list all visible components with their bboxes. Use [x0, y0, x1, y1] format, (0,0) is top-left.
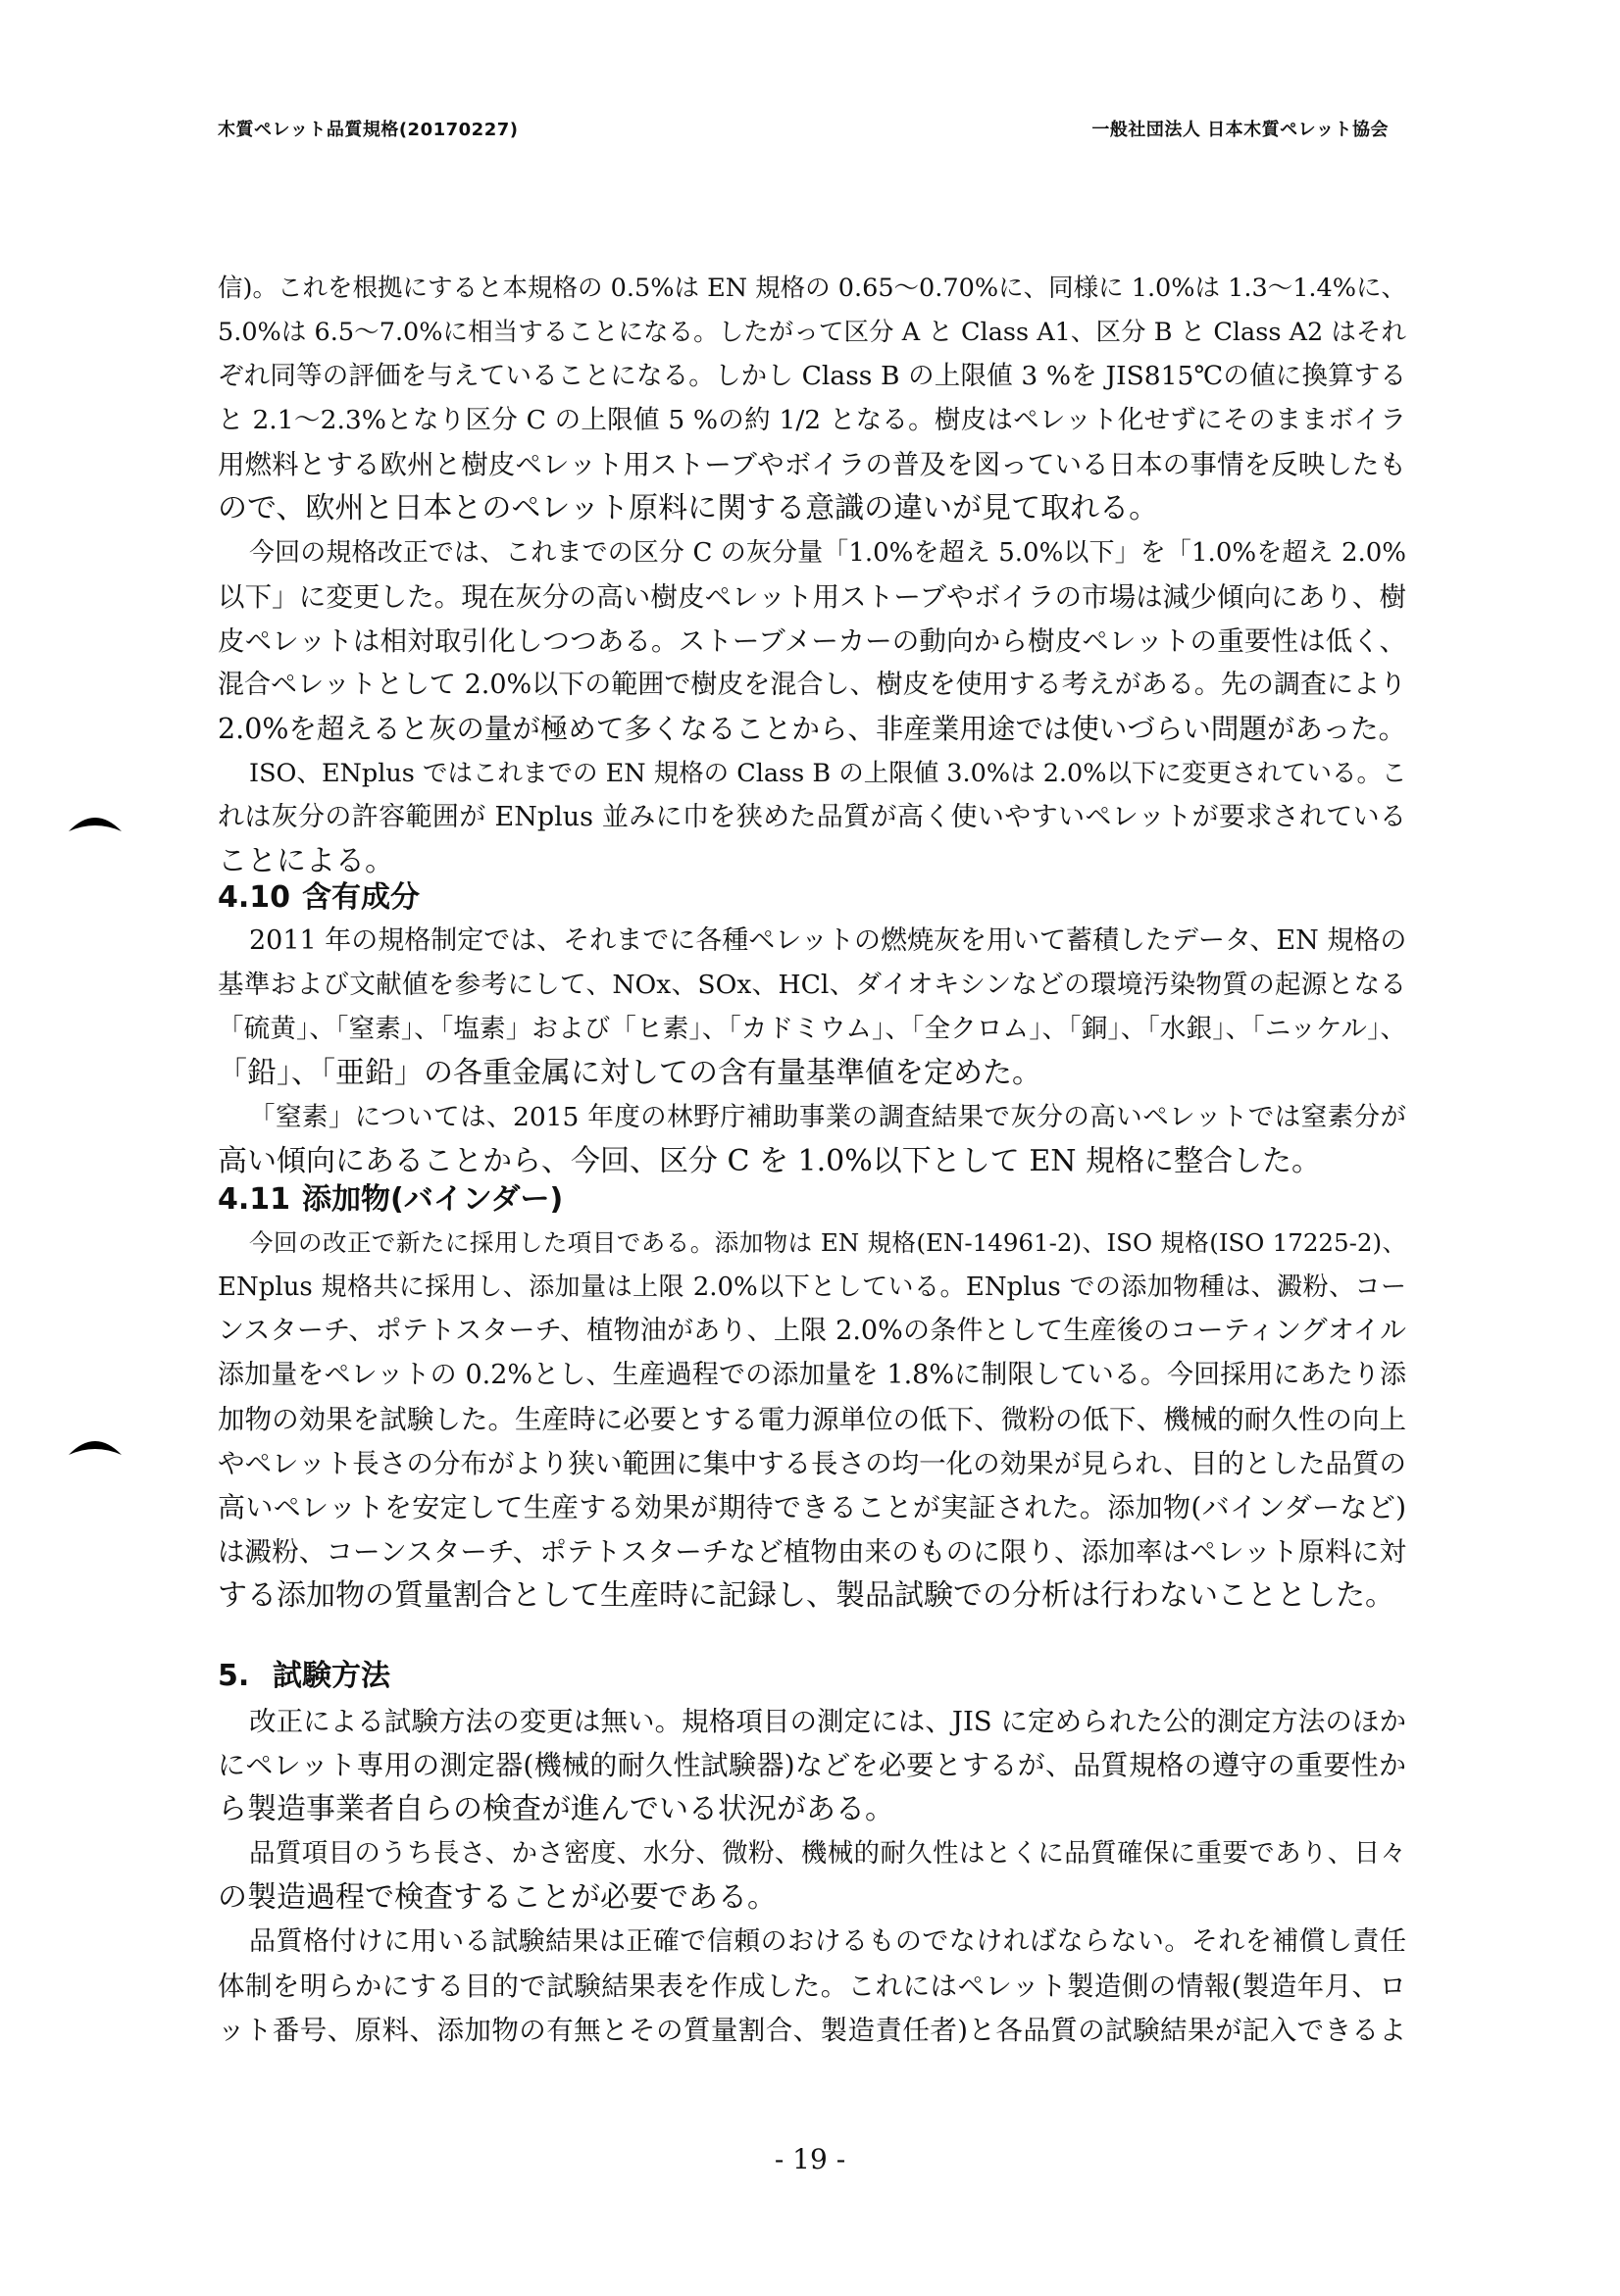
section-title: 試験方法: [273, 1659, 390, 1693]
text-line: やペレット長さの分布がより狭い範囲に集中する長さの均一化の効果が見られ、目的とした品質の: [218, 1448, 1406, 1479]
text-line: 品質項目のうち長さ、かさ密度、水分、微粉、機械的耐久性はとくに品質確保に重要であり、日々: [249, 1838, 1406, 1869]
text-line: と 2.1〜2.3%となり区分 C の上限値 5 %の約 1/2 となる。樹皮はペレット化せずにそのままボイラ: [218, 405, 1406, 435]
text-line: 信)。これを根拠にすると本規格の 0.5%は EN 規格の 0.65〜0.70%に、同様に 1.0%は 1.3〜1.4%に、: [218, 274, 1406, 303]
section-heading: [218, 1659, 390, 1694]
text-line: 体制を明らかにする目的で試験結果表を作成した。これにはペレット製造側の情報(製造年月、ロ: [218, 1971, 1406, 2002]
text-line: 改正による試験方法の変更は無い。規格項目の測定には、JIS に定められた公的測定方法のほか: [249, 1706, 1406, 1737]
section-heading: [218, 880, 420, 916]
binder-hole-mark: [67, 810, 124, 833]
text-line: 以下」に変更した。現在灰分の高い樹皮ペレット用ストーブやボイラの市場は減少傾向にあり、樹: [218, 581, 1406, 613]
text-line: れは灰分の許容範囲が ENplus 並みに巾を狭めた品質が高く使いやすいペレットが要求されている: [218, 802, 1406, 832]
section-heading: [218, 1182, 563, 1218]
text-line: ら製造事業者自らの検査が進んでいる状況がある。: [218, 1792, 894, 1826]
header-left: 木質ペレット品質規格(20170227): [218, 120, 519, 140]
text-line: ンスターチ、ポテトスターチ、植物油があり、上限 2.0%の条件として生産後のコーティングオイル: [218, 1316, 1406, 1346]
section-number: 4.11: [218, 1182, 291, 1217]
text-line: ット番号、原料、添加物の有無とその質量割合、製造責任者)と各品質の試験結果が記入できるよ: [218, 2015, 1406, 2046]
text-line: 添加量をペレットの 0.2%とし、生産過程での添加量を 1.8%に制限している。今回採用にあたり添: [218, 1360, 1406, 1390]
text-line: する添加物の質量割合として生産時に記録し、製品試験での分析は行わないこととした。: [218, 1578, 1394, 1613]
text-line: 基準および文献値を参考にして、NOx、SOx、HCl、ダイオキシンなどの環境汚染物質の起源となる: [218, 970, 1406, 1000]
text-line: にペレット専用の測定器(機械的耐久性試験器)などを必要とするが、品質規格の遵守の重要性か: [218, 1749, 1406, 1781]
page-number: - 19 -: [774, 2143, 846, 2175]
text-line: 高い傾向にあることから、今回、区分 C を 1.0%以下として EN 規格に整合した。: [218, 1144, 1321, 1178]
text-line: 加物の効果を試験した。生産時に必要とする電力源単位の低下、微粉の低下、機械的耐久性の向上: [218, 1404, 1406, 1435]
section-title: 含有成分: [302, 880, 420, 915]
text-line: ENplus 規格共に採用し、添加量は上限 2.0%以下としている。ENplus での添加物種は、澱粉、コー: [218, 1273, 1406, 1302]
text-line: 品質格付けに用いる試験結果は正確で信頼のおけるものでなければならない。それを補償し責任: [249, 1926, 1406, 1957]
section-number: 5.: [218, 1659, 250, 1693]
text-line: 用燃料とする欧州と樹皮ペレット用ストーブやボイラの普及を図っている日本の事情を反映したも: [218, 449, 1406, 480]
text-line: 2.0%を超えると灰の量が極めて多くなることから、非産業用途では使いづらい問題があった。: [218, 713, 1407, 745]
text-line: 今回の改正で新たに採用した項目である。添加物は EN 規格(EN-14961-2)、ISO 規格(ISO 17225-2)、: [249, 1228, 1406, 1257]
text-line: 「窒素」については、2015 年度の林野庁補助事業の調査結果で灰分の高いペレットでは窒素分が: [249, 1102, 1406, 1132]
text-line: 「鉛」、「亜鉛」の各重金属に対しての含有量基準値を定めた。: [218, 1056, 1041, 1090]
text-line: 「硫黄」、「窒素」、「塩素」および「ヒ素」、「カドミウム」、「全クロム」、「銅」、「水銀」、「ニッケル」、: [218, 1014, 1406, 1044]
section-number: 4.10: [218, 880, 291, 915]
text-line: ぞれ同等の評価を与えていることになる。しかし Class B の上限値 3 %を JIS815℃の値に換算する: [218, 361, 1406, 391]
text-line: 高いペレットを安定して生産する効果が期待できることが実証された。添加物(バインダーなど): [218, 1491, 1406, 1523]
text-line: ことによる。: [218, 844, 394, 878]
text-line: 5.0%は 6.5〜7.0%に相当することになる。したがって区分 A と Class A1、区分 B と Class A2 はそれ: [218, 318, 1406, 347]
text-line: は澱粉、コーンスターチ、ポテトスターチなど植物由来のものに限り、添加率はペレット原料に対: [218, 1536, 1406, 1568]
header-right: 一般社団法人 日本木質ペレット協会: [1091, 120, 1389, 140]
text-line: ので、欧州と日本とのペレット原料に関する意識の違いが見て取れる。: [218, 491, 1159, 525]
text-line: 混合ペレットとして 2.0%以下の範囲で樹皮を混合し、樹皮を使用する考えがある。先の調査により: [218, 670, 1406, 700]
text-line: 2011 年の規格制定では、それまでに各種ペレットの燃焼灰を用いて蓄積したデータ、EN 規格の: [249, 925, 1407, 956]
text-line: 今回の規格改正では、これまでの区分 C の灰分量「1.0%を超え 5.0%以下」を「1.0%を超え 2.0%: [249, 538, 1406, 568]
text-line: ISO、ENplus ではこれまでの EN 規格の Class B の上限値 3.0%は 2.0%以下に変更されている。こ: [249, 759, 1407, 788]
text-line: の製造過程で検査することが必要である。: [218, 1880, 777, 1915]
section-title: 添加物(バインダー): [302, 1182, 564, 1217]
binder-hole-mark: [67, 1433, 124, 1457]
text-line: 皮ペレットは相対取引化しつつある。ストーブメーカーの動向から樹皮ペレットの重要性は低く、: [218, 625, 1406, 657]
